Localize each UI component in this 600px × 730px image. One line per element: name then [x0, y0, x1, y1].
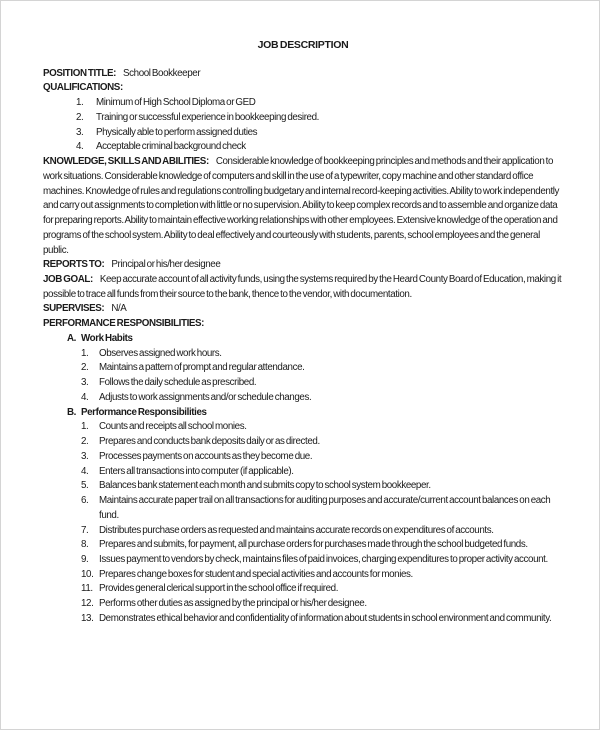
page-title: JOB DESCRIPTION [257, 39, 349, 51]
ksa-paragraph [43, 155, 563, 258]
supervises-label: SUPERVISES: [43, 303, 105, 315]
section-title: Performance Responsibilities [81, 406, 207, 418]
section-letter: A. [67, 332, 76, 344]
list-item-number: 4. [81, 391, 89, 403]
list-item-text: Adjusts to work assignments and/or schedule changes. [99, 391, 312, 403]
qualifications-heading: QUALIFICATIONS: [43, 82, 123, 94]
list-item-text: Provides general clerical support in the school office if required. [99, 583, 339, 595]
list-item-text: Performs other duties as assigned by the principal or his/her designee. [99, 598, 367, 610]
list-item-number: 1. [81, 421, 89, 433]
list-item-text: Demonstrates ethical behavior and confidentiality of information about students in school environment and community. [99, 612, 552, 624]
list-item-text: Processes payments on accounts as they become due. [99, 450, 313, 462]
list-item-text: Training or successful experience in bookkeeping desired. [96, 111, 319, 123]
list-item-text: Balances bank statement each month and submits copy to school system bookkeeper. [99, 480, 431, 492]
list-item-number: 2. [76, 111, 84, 123]
list-item-text: Acceptable criminal background check [96, 141, 246, 153]
list-item [43, 361, 563, 376]
section-title: Work Habits [81, 332, 133, 344]
list-item-text: Prepares and conducts bank deposits daily or as directed. [99, 436, 320, 448]
reports-to-value: Principal or his/her designee [111, 259, 221, 271]
section-letter: B. [67, 406, 76, 418]
list-item-number: 2. [81, 436, 89, 448]
list-item-text: Enters all transactions into computer (if applicable). [99, 465, 294, 477]
list-item-number: 3. [81, 450, 89, 462]
list-item-text: Maintains accurate paper trail on all transactions for auditing purposes and accurate/current account balances on each fund. [99, 495, 551, 521]
qualifications-list [43, 96, 563, 155]
list-item-number: 3. [76, 126, 84, 138]
list-item [43, 524, 563, 539]
ksa-label: KNOWLEDGE, SKILLS AND ABILITIES: [43, 156, 209, 168]
list-item [43, 450, 563, 465]
list-item-text: Observes assigned work hours. [99, 347, 222, 359]
list-item [43, 597, 563, 612]
list-item-number: 8. [81, 539, 89, 551]
list-item-number: 4. [76, 141, 84, 153]
list-item [43, 553, 563, 568]
list-item-number: 7. [81, 524, 89, 536]
supervises-line [43, 302, 563, 317]
supervises-value: N/A [111, 303, 127, 315]
list-item [43, 538, 563, 553]
section-a-heading [43, 332, 563, 347]
list-item [43, 126, 563, 141]
ksa-text: Considerable knowledge of bookkeeping principles and methods and their application to work situations. Considerable knowledge of computers and skill in the use of a typewriter, copy machine and other standard office machines. Knowledge of rules and regulations controlling budgetary and internal record-keeping activities. Ability to work independently and carry out assignments to completion with little or no supervision. Ability to keep complex records and to assemble and organize data for preparing reports. Ability to maintain effective working relationships with other employees. Extensive knowledge of the operation and programs of the school system. Ability to deal effectively and courteously with students, parents, school employees and the general public. [43, 156, 560, 256]
list-item [43, 96, 563, 111]
list-item [43, 391, 563, 406]
list-item-number: 3. [81, 377, 89, 389]
job-goal-text: Keep accurate account of all activity funds, using the systems required by the Heard County Board of Education, making it possible to trace all funds from their source to the bank, thence to the vendor, with documentation. [43, 274, 562, 300]
list-item [43, 376, 563, 391]
list-item-number: 4. [81, 465, 89, 477]
list-item-text: Issues payment to vendors by check, maintains files of paid invoices, charging expenditures to proper activity account. [99, 553, 548, 565]
position-title-value: School Bookkeeper [123, 67, 201, 79]
list-item [43, 435, 563, 450]
section-b-heading [43, 406, 563, 421]
reports-to-label: REPORTS TO: [43, 259, 105, 271]
list-item [43, 582, 563, 597]
list-item [43, 347, 563, 362]
performance-responsibilities-list [43, 420, 563, 626]
position-title-label: POSITION TITLE: [43, 67, 117, 79]
list-item-text: Physically able to perform assigned duties [96, 126, 258, 138]
list-item [43, 568, 563, 583]
list-item-number: 13. [81, 612, 94, 624]
list-item [43, 420, 563, 435]
list-item-text: Maintains a pattern of prompt and regular attendance. [99, 362, 305, 374]
list-item-text: Prepares and submits, for payment, all purchase orders for purchases made through the school budgeted funds. [99, 539, 528, 551]
list-item [43, 494, 563, 523]
list-item-text: Follows the daily schedule as prescribed. [99, 377, 257, 389]
list-item-number: 10. [81, 568, 94, 580]
list-item-number: 9. [81, 553, 89, 565]
list-item-text: Counts and receipts all school monies. [99, 421, 247, 433]
list-item-text: Distributes purchase orders as requested and maintains accurate records on expenditures of accounts. [99, 524, 494, 536]
list-item-text: Minimum of High School Diploma or GED [96, 97, 256, 109]
list-item [43, 465, 563, 480]
list-item [43, 612, 563, 627]
list-item-number: 12. [81, 598, 94, 610]
reports-to-line [43, 258, 563, 273]
list-item [43, 140, 563, 155]
work-habits-list [43, 347, 563, 406]
list-item-text: Prepares change boxes for student and special activities and accounts for monies. [99, 568, 413, 580]
list-item-number: 2. [81, 362, 89, 374]
list-item-number: 5. [81, 480, 89, 492]
list-item [43, 479, 563, 494]
job-goal-paragraph [43, 273, 563, 302]
position-title-line [43, 67, 563, 82]
list-item-number: 1. [81, 347, 89, 359]
performance-responsibilities-heading: PERFORMANCE RESPONSIBILITIES: [43, 318, 205, 330]
list-item-number: 1. [76, 97, 84, 109]
list-item-number: 6. [81, 495, 89, 507]
list-item [43, 111, 563, 126]
list-item-number: 11. [81, 583, 93, 595]
job-goal-label: JOB GOAL: [43, 274, 93, 286]
